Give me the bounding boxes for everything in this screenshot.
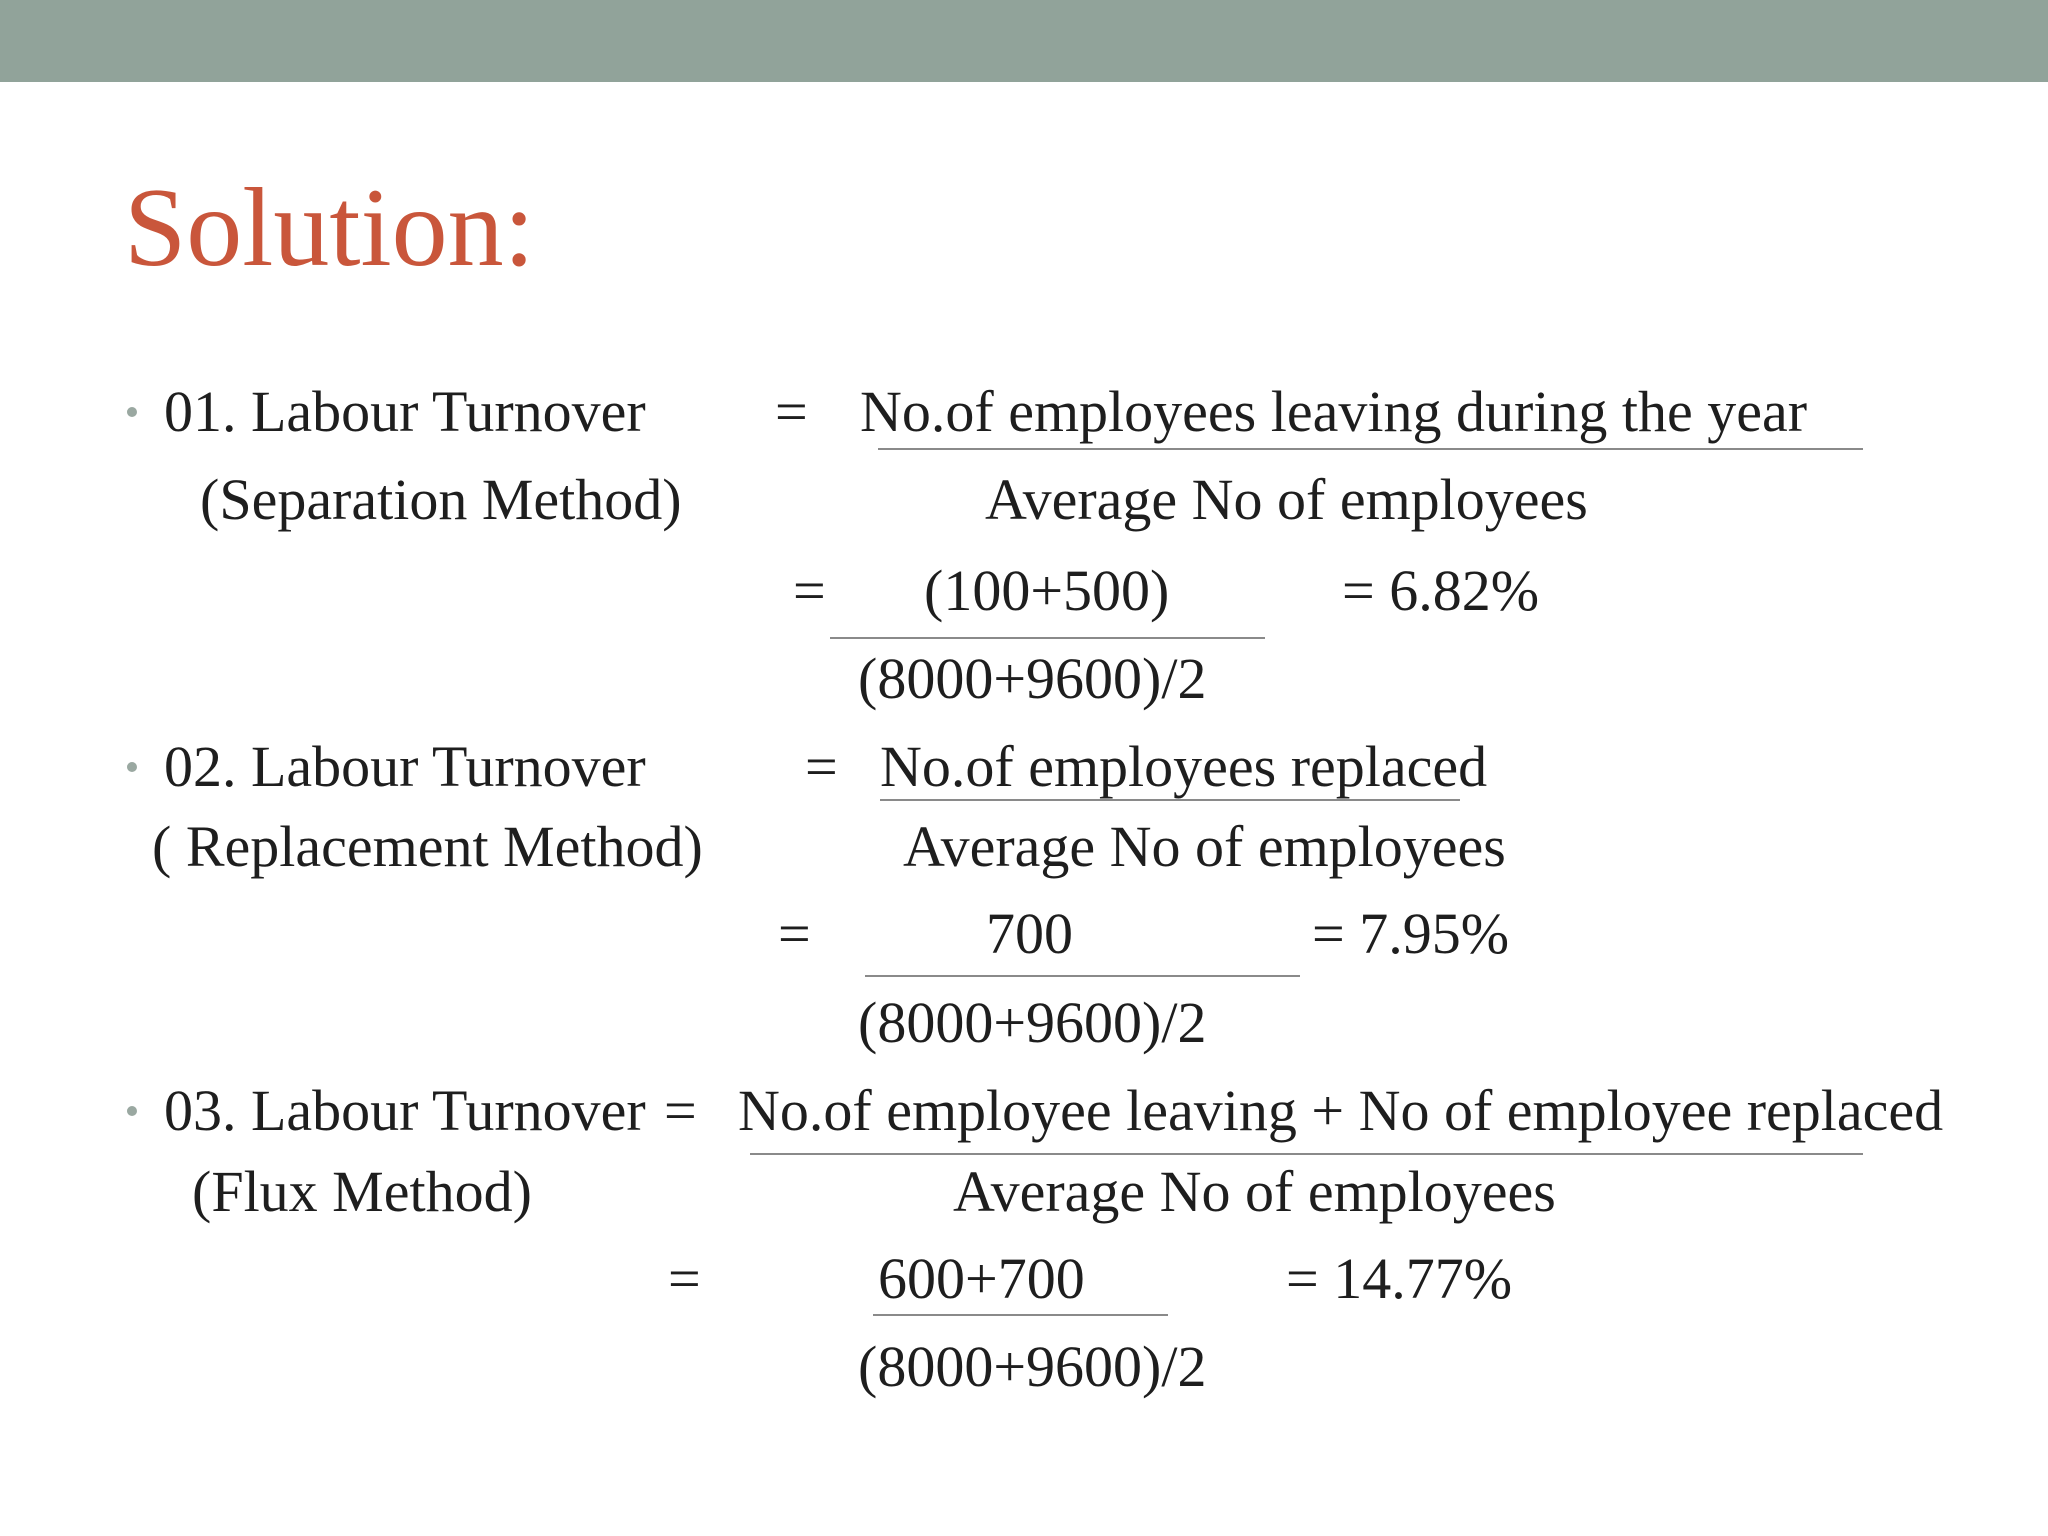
item-2-formula-denominator: Average No of employees <box>903 814 1506 879</box>
header-band <box>0 0 2048 82</box>
item-3-calc-fraction-bar <box>873 1314 1168 1316</box>
item-1-method: (Separation Method) <box>200 467 682 532</box>
item-2-calc-denominator: (8000+9600)/2 <box>858 990 1207 1055</box>
bullet-icon <box>127 762 137 772</box>
item-1-calc-numerator: (100+500) <box>924 558 1170 623</box>
item-1-calc-equals: = <box>793 558 826 623</box>
item-2-result: = 7.95% <box>1312 901 1510 966</box>
item-3-calc-denominator: (8000+9600)/2 <box>858 1334 1207 1399</box>
item-3-label: 03. Labour Turnover <box>164 1078 646 1143</box>
item-3-formula-fraction-bar <box>750 1153 1863 1155</box>
item-2-formula-numerator: No.of employees replaced <box>880 734 1488 799</box>
item-3-result: = 14.77% <box>1286 1246 1513 1311</box>
item-3-calc-equals: = <box>668 1246 701 1311</box>
item-1-result: = 6.82% <box>1342 558 1540 623</box>
item-1-equals: = <box>775 379 808 444</box>
item-3-calc-numerator: 600+700 <box>878 1246 1085 1311</box>
item-3-method: (Flux Method) <box>192 1159 532 1224</box>
item-2-calc-fraction-bar <box>865 975 1300 977</box>
slide-title: Solution: <box>124 166 535 290</box>
item-1-calc-fraction-bar <box>830 637 1265 639</box>
item-1-calc-denominator: (8000+9600)/2 <box>858 646 1207 711</box>
item-2-calc-equals: = <box>778 901 811 966</box>
item-2-formula-fraction-bar <box>880 799 1460 801</box>
item-3-formula-numerator: No.of employee leaving + No of employee replaced <box>738 1078 1944 1143</box>
item-3-formula-denominator: Average No of employees <box>953 1159 1556 1224</box>
item-1-formula-numerator: No.of employees leaving during the year <box>860 379 1808 444</box>
item-3-equals: = <box>664 1078 697 1143</box>
item-1-formula-denominator: Average No of employees <box>985 467 1588 532</box>
item-2-method: ( Replacement Method) <box>152 814 703 879</box>
item-2-calc-numerator: 700 <box>986 901 1073 966</box>
bullet-icon <box>127 1106 137 1116</box>
item-2-equals: = <box>805 734 838 799</box>
item-2-label: 02. Labour Turnover <box>164 734 646 799</box>
item-1-label: 01. Labour Turnover <box>164 379 646 444</box>
bullet-icon <box>127 407 137 417</box>
item-1-formula-fraction-bar <box>878 448 1863 450</box>
